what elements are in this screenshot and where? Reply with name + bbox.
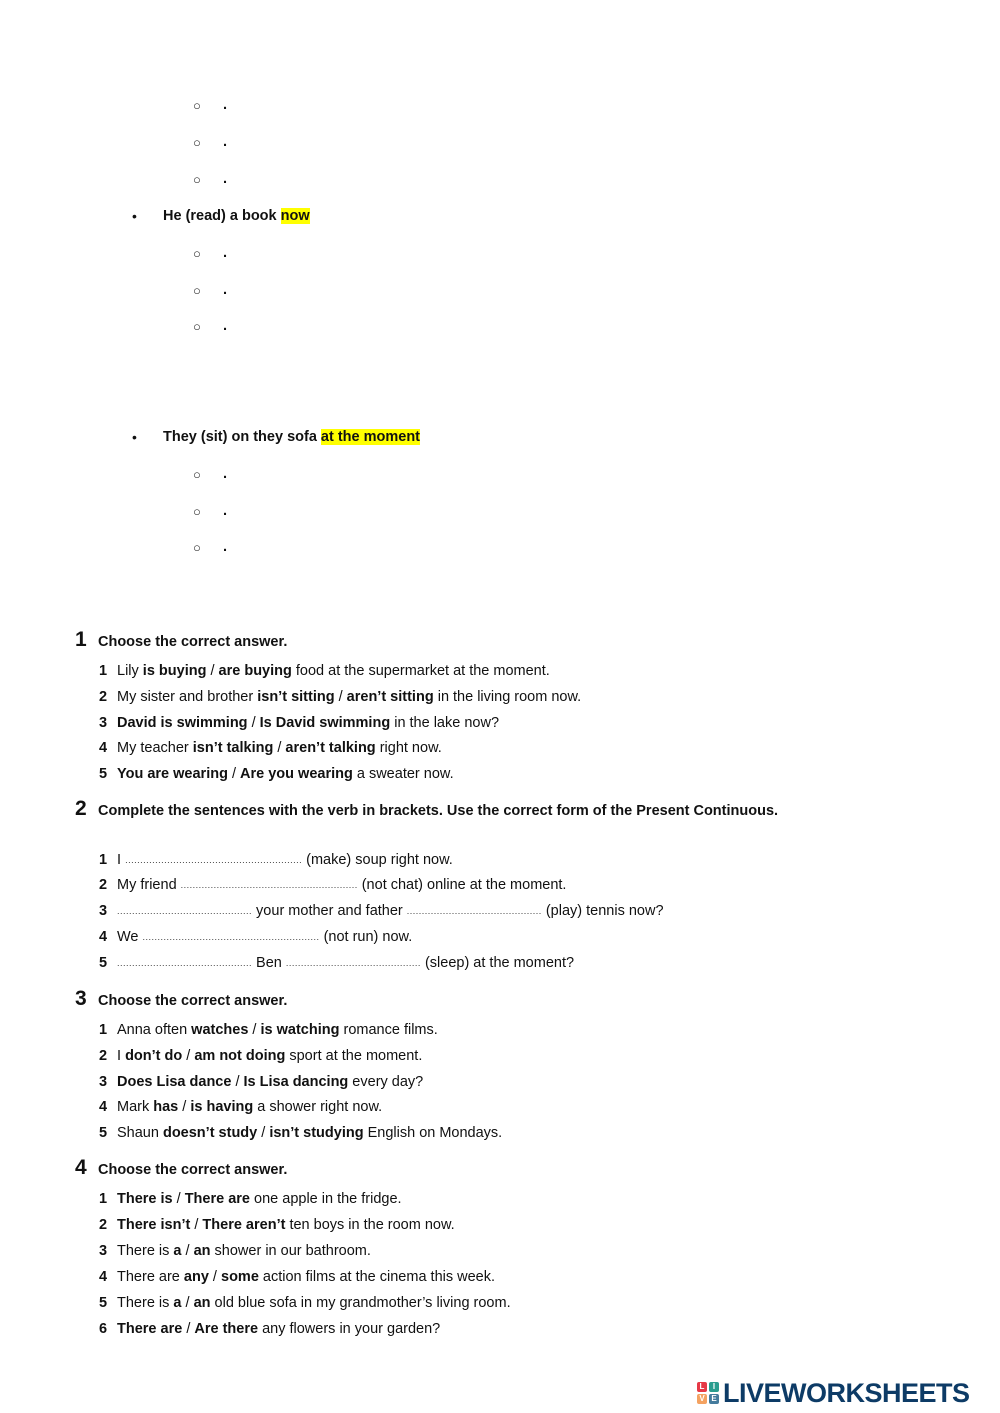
option-separator: / bbox=[206, 663, 219, 679]
item-number: 4 bbox=[99, 740, 108, 756]
option-b[interactable]: There are bbox=[184, 1191, 250, 1207]
option-b[interactable]: an bbox=[193, 1295, 211, 1311]
item-number: 2 bbox=[99, 1048, 108, 1064]
item-text: (not run) now. bbox=[319, 929, 413, 945]
task-text: He (read) a book bbox=[163, 208, 281, 224]
exercise-item[interactable] bbox=[99, 1269, 495, 1285]
answer-blank[interactable]: ............................................. bbox=[285, 958, 421, 968]
item-number: 1 bbox=[99, 1022, 108, 1038]
item-text: We bbox=[117, 929, 143, 945]
item-text: There are bbox=[117, 1269, 184, 1285]
option-separator: / bbox=[182, 1048, 195, 1064]
sub-bullet-icon: ○ bbox=[193, 135, 201, 150]
option-a[interactable]: There are bbox=[117, 1321, 183, 1337]
task-they-sit bbox=[163, 429, 420, 445]
option-a[interactable]: doesn’t study bbox=[162, 1125, 258, 1141]
answer-dot[interactable]: . bbox=[223, 245, 228, 261]
liveworksheets-logo[interactable] bbox=[697, 1378, 970, 1408]
time-highlight: now bbox=[280, 208, 310, 224]
section-number: 2 bbox=[75, 797, 87, 820]
item-text: action films at the cinema this week. bbox=[258, 1269, 496, 1285]
exercise-item[interactable] bbox=[99, 715, 499, 731]
option-a[interactable]: isn’t sitting bbox=[257, 689, 335, 705]
logo-mark-letter: L bbox=[697, 1382, 707, 1392]
answer-blank[interactable]: ........................................................... bbox=[125, 855, 303, 865]
item-number: 1 bbox=[99, 852, 108, 868]
option-b[interactable]: is watching bbox=[260, 1022, 340, 1038]
item-text: one apple in the fridge. bbox=[250, 1191, 402, 1207]
item-number: 3 bbox=[99, 1243, 108, 1259]
item-text: romance films. bbox=[339, 1022, 438, 1038]
option-separator: / bbox=[248, 1022, 261, 1038]
logo-mark-icon bbox=[697, 1382, 719, 1404]
answer-blank[interactable]: ........................................................... bbox=[180, 880, 358, 890]
sub-bullet-icon: ○ bbox=[193, 467, 201, 482]
option-separator: / bbox=[181, 1243, 194, 1259]
option-b[interactable]: Are there bbox=[194, 1321, 259, 1337]
item-number: 4 bbox=[99, 1269, 108, 1285]
option-b[interactable]: am not doing bbox=[194, 1048, 286, 1064]
item-number: 1 bbox=[99, 1191, 108, 1207]
answer-dot[interactable]: . bbox=[223, 503, 228, 519]
answer-blank[interactable]: ............................................. bbox=[117, 958, 253, 968]
section-title: Choose the correct answer. bbox=[98, 993, 288, 1009]
item-number: 3 bbox=[99, 715, 108, 731]
option-separator: / bbox=[334, 689, 347, 705]
option-b[interactable]: some bbox=[221, 1269, 259, 1285]
option-a[interactable]: a bbox=[173, 1295, 182, 1311]
option-separator: / bbox=[178, 1099, 191, 1115]
item-text: Mark bbox=[117, 1099, 154, 1115]
item-number: 3 bbox=[99, 1074, 108, 1090]
option-a[interactable]: David is swimming bbox=[117, 715, 248, 731]
option-a[interactable]: has bbox=[153, 1099, 179, 1115]
option-b[interactable]: are buying bbox=[218, 663, 292, 679]
item-text: I bbox=[117, 1048, 126, 1064]
item-number: 5 bbox=[99, 955, 108, 971]
item-text: in the lake now? bbox=[390, 715, 500, 731]
item-text: a shower right now. bbox=[253, 1099, 383, 1115]
exercise-item bbox=[99, 852, 453, 868]
section-title: Complete the sentences with the verb in brackets. Use the correct form of the Present Continuous. bbox=[98, 803, 779, 819]
exercise-item bbox=[99, 929, 412, 945]
option-separator: / bbox=[231, 1074, 244, 1090]
exercise-item[interactable] bbox=[99, 663, 550, 679]
answer-dot[interactable]: . bbox=[223, 97, 228, 113]
answer-dot[interactable]: . bbox=[223, 466, 228, 482]
option-b[interactable]: aren’t sitting bbox=[346, 689, 434, 705]
option-b[interactable]: isn’t studying bbox=[269, 1125, 364, 1141]
option-a[interactable]: isn’t talking bbox=[192, 740, 274, 756]
option-b[interactable]: aren’t talking bbox=[285, 740, 376, 756]
answer-dot[interactable]: . bbox=[223, 171, 228, 187]
item-text: Lily bbox=[117, 663, 143, 679]
option-a[interactable]: Does Lisa dance bbox=[117, 1074, 232, 1090]
answer-blank[interactable]: ............................................. bbox=[406, 906, 542, 916]
exercise-item[interactable] bbox=[99, 1191, 402, 1207]
item-number: 5 bbox=[99, 1125, 108, 1141]
option-a[interactable]: a bbox=[173, 1243, 182, 1259]
option-b[interactable]: is having bbox=[190, 1099, 254, 1115]
task-text: They (sit) on they sofa bbox=[163, 429, 321, 445]
sub-bullet-icon: ○ bbox=[193, 172, 201, 187]
option-a[interactable]: There isn’t bbox=[117, 1217, 191, 1233]
item-text: I bbox=[117, 852, 126, 868]
option-separator: / bbox=[181, 1295, 194, 1311]
item-text: There is bbox=[117, 1243, 174, 1259]
item-text: sport at the moment. bbox=[285, 1048, 423, 1064]
item-text: (play) tennis now? bbox=[541, 903, 664, 919]
option-b[interactable]: an bbox=[193, 1243, 211, 1259]
item-text: in the living room now. bbox=[433, 689, 582, 705]
item-text: Shaun bbox=[117, 1125, 163, 1141]
item-number: 5 bbox=[99, 1295, 108, 1311]
exercise-item[interactable] bbox=[99, 1048, 422, 1064]
option-a[interactable]: don’t do bbox=[125, 1048, 183, 1064]
answer-blank[interactable]: ............................................. bbox=[117, 906, 253, 916]
item-text: right now. bbox=[375, 740, 442, 756]
item-text: every day? bbox=[348, 1074, 424, 1090]
option-separator: / bbox=[172, 1191, 185, 1207]
item-text: My friend bbox=[117, 877, 181, 893]
item-number: 4 bbox=[99, 1099, 108, 1115]
exercise-item[interactable] bbox=[99, 689, 581, 705]
exercise-item bbox=[99, 955, 574, 971]
section-number: 3 bbox=[75, 987, 87, 1010]
option-b[interactable]: Is Lisa dancing bbox=[243, 1074, 349, 1090]
option-a[interactable]: is buying bbox=[142, 663, 207, 679]
item-text: (make) soup right now. bbox=[302, 852, 453, 868]
section-number: 4 bbox=[75, 1156, 87, 1179]
item-text: ten boys in the room now. bbox=[285, 1217, 455, 1233]
exercise-item[interactable] bbox=[99, 1243, 371, 1259]
section-number: 1 bbox=[75, 628, 87, 651]
answer-dot[interactable]: . bbox=[223, 318, 228, 334]
section-title: Choose the correct answer. bbox=[98, 1162, 288, 1178]
logo-text: LIVEWORKSHEETS bbox=[723, 1377, 970, 1408]
time-highlight: at the moment bbox=[320, 429, 421, 445]
item-number: 2 bbox=[99, 877, 108, 893]
item-text: English on Mondays. bbox=[363, 1125, 503, 1141]
exercise-item[interactable] bbox=[99, 1022, 438, 1038]
option-separator: / bbox=[247, 715, 260, 731]
option-a[interactable]: There is bbox=[117, 1191, 173, 1207]
item-text: shower in our bathroom. bbox=[210, 1243, 371, 1259]
sub-bullet-icon: ○ bbox=[193, 319, 201, 334]
option-separator: / bbox=[190, 1217, 203, 1233]
item-text: any flowers in your garden? bbox=[258, 1321, 441, 1337]
sub-bullet-icon: ○ bbox=[193, 504, 201, 519]
item-text: Ben bbox=[252, 955, 286, 971]
answer-blank[interactable]: ........................................................... bbox=[142, 932, 320, 942]
logo-mark-letter: E bbox=[709, 1394, 719, 1404]
exercise-item bbox=[99, 903, 664, 919]
item-number: 2 bbox=[99, 689, 108, 705]
item-number: 6 bbox=[99, 1321, 108, 1337]
item-text: food at the supermarket at the moment. bbox=[291, 663, 550, 679]
item-text: (not chat) online at the moment. bbox=[357, 877, 567, 893]
sub-bullet-icon: ○ bbox=[193, 283, 201, 298]
logo-mark-letter: V bbox=[697, 1394, 707, 1404]
exercise-item[interactable] bbox=[99, 1217, 455, 1233]
option-separator: / bbox=[208, 1269, 221, 1285]
logo-mark-letter: I bbox=[709, 1382, 719, 1392]
option-separator: / bbox=[182, 1321, 195, 1337]
item-text: Anna often bbox=[117, 1022, 192, 1038]
option-separator: / bbox=[227, 766, 241, 782]
exercise-item[interactable] bbox=[99, 1099, 382, 1115]
option-a[interactable]: You are wearing bbox=[117, 766, 228, 782]
item-text: old blue sofa in my grandmother’s living room. bbox=[210, 1295, 511, 1311]
option-a[interactable]: any bbox=[183, 1269, 209, 1285]
item-text: My sister and brother bbox=[117, 689, 258, 705]
item-text: (sleep) at the moment? bbox=[420, 955, 575, 971]
option-separator: / bbox=[257, 1125, 270, 1141]
exercise-item[interactable] bbox=[99, 766, 454, 782]
item-number: 2 bbox=[99, 1217, 108, 1233]
exercise-item bbox=[99, 877, 566, 893]
option-a[interactable]: watches bbox=[191, 1022, 249, 1038]
bullet-icon: • bbox=[132, 208, 137, 224]
exercise-item[interactable] bbox=[99, 1074, 423, 1090]
option-b[interactable]: Is David swimming bbox=[259, 715, 391, 731]
answer-dot[interactable]: . bbox=[223, 134, 228, 150]
sub-bullet-icon: ○ bbox=[193, 98, 201, 113]
exercise-item[interactable] bbox=[99, 1125, 502, 1141]
exercise-item[interactable] bbox=[99, 1295, 511, 1311]
sub-bullet-icon: ○ bbox=[193, 540, 201, 555]
sub-bullet-icon: ○ bbox=[193, 246, 201, 261]
option-b[interactable]: Are you wearing bbox=[240, 766, 353, 782]
answer-dot[interactable]: . bbox=[223, 539, 228, 555]
task-he-read bbox=[163, 208, 310, 224]
item-text: your mother and father bbox=[252, 903, 407, 919]
option-b[interactable]: There aren’t bbox=[202, 1217, 286, 1233]
bullet-icon: • bbox=[132, 429, 137, 445]
item-text: a sweater now. bbox=[352, 766, 454, 782]
item-text: There is bbox=[117, 1295, 174, 1311]
exercise-item[interactable] bbox=[99, 740, 442, 756]
section-title: Choose the correct answer. bbox=[98, 634, 288, 650]
answer-dot[interactable]: . bbox=[223, 282, 228, 298]
exercise-item[interactable] bbox=[99, 1321, 440, 1337]
item-number: 3 bbox=[99, 903, 108, 919]
item-number: 1 bbox=[99, 663, 108, 679]
item-number: 5 bbox=[99, 766, 108, 782]
item-text: My teacher bbox=[117, 740, 193, 756]
item-number: 4 bbox=[99, 929, 108, 945]
option-separator: / bbox=[273, 740, 286, 756]
